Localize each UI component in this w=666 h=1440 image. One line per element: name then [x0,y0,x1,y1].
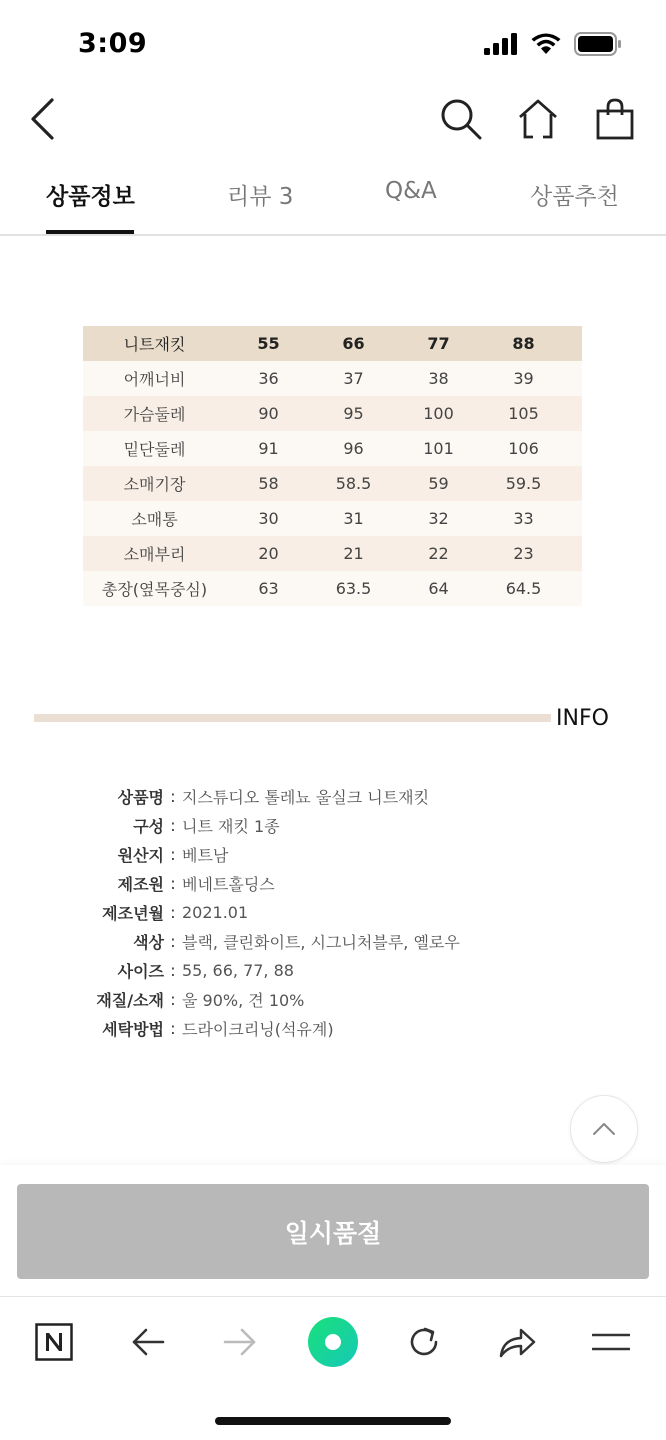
table-cell: 64.5 [505,579,542,598]
tab-product-info[interactable]: 상품정보 [46,184,135,210]
size-header-cell: 66 [342,334,365,353]
signal-icon [484,33,518,55]
back-icon [28,98,58,140]
table-cell: 21 [343,544,364,563]
browser-forward-button[interactable] [213,1315,267,1369]
table-cell: 30 [258,509,279,528]
info-colon: : [170,816,176,835]
table-cell: 31 [343,509,364,528]
info-row [40,840,460,869]
wifi-icon [530,33,562,55]
info-row [40,869,460,898]
refresh-icon [405,1323,443,1361]
info-value: 55, 66, 77, 88 [182,961,294,980]
info-row [40,985,460,1014]
table-cell: 20 [258,544,279,563]
size-header-cell: 77 [427,334,450,353]
table-row [83,571,582,606]
tab-reviews[interactable]: 리뷰 3 [227,184,294,210]
table-cell: 90 [258,404,279,423]
table-cell: 36 [258,369,279,388]
back-button[interactable] [20,96,66,142]
row-label: 소매부리 [123,545,186,564]
search-button[interactable] [438,96,484,142]
green-dot-button[interactable] [304,1313,362,1371]
info-value: 베트남 [182,846,229,865]
row-label: 어깨너비 [123,370,186,389]
info-colon: : [170,1019,176,1038]
status-icons [484,32,622,56]
table-cell: 96 [343,439,364,458]
home-icon [517,98,559,140]
info-colon: : [170,961,176,980]
status-time: 3:09 [78,28,148,59]
info-colon: : [170,845,176,864]
table-cell: 101 [423,439,454,458]
info-row [40,811,460,840]
home-button[interactable] [515,96,561,142]
table-row [83,466,582,501]
green-dot-icon [307,1316,359,1368]
info-colon: : [170,874,176,893]
row-label: 소매통 [131,510,178,529]
chevron-up-icon [592,1122,616,1136]
home-indicator [215,1417,451,1425]
menu-button[interactable] [584,1315,638,1369]
info-value: 지스튜디오 톨레뇨 울실크 니트재킷 [182,788,430,807]
table-cell: 32 [428,509,449,528]
info-value: 드라이크리닝(석유계) [182,1020,334,1039]
product-info-list [40,782,460,1043]
row-label: 밑단둘레 [123,440,186,459]
table-cell: 105 [508,404,539,423]
info-row [40,927,460,956]
row-label: 총장(옆목중심) [101,580,208,599]
info-label: 세탁방법 [102,1020,164,1039]
table-cell: 63 [258,579,279,598]
info-label: 제조년월 [102,904,164,923]
table-cell: 38 [428,369,449,388]
tab-qna[interactable]: Q&A [385,178,437,204]
table-cell: 58 [258,474,279,493]
info-label: 원산지 [117,846,164,865]
row-label: 가슴둘레 [123,405,186,424]
table-row [83,431,582,466]
tab-recommend[interactable]: 상품추천 [530,184,619,210]
size-header-cell: 88 [512,334,535,353]
naver-n-icon [35,1323,73,1361]
info-value: 블랙, 클린화이트, 시그니처블루, 옐로우 [182,933,460,952]
soldout-button[interactable]: 일시품절 [17,1184,649,1279]
info-label: 사이즈 [117,962,164,981]
info-label: 재질/소재 [96,991,164,1010]
info-colon: : [170,990,176,1009]
size-header-label: 니트재킷 [123,335,186,354]
row-label: 소매기장 [123,475,186,494]
search-icon [439,97,483,141]
info-value: 니트 재킷 1종 [182,817,280,836]
info-row [40,782,460,811]
info-label: 구성 [133,817,164,836]
table-cell: 64 [428,579,449,598]
table-cell: 63.5 [335,579,372,598]
table-cell: 95 [343,404,364,423]
cart-button[interactable] [592,96,638,142]
info-value: 베네트홀딩스 [182,875,275,894]
back-arrow-icon [131,1328,165,1356]
product-tabs [0,170,666,236]
share-button[interactable] [490,1315,544,1369]
table-row [83,501,582,536]
info-title: INFO [556,706,609,731]
table-cell: 39 [513,369,534,388]
forward-arrow-icon [223,1328,257,1356]
table-cell: 59.5 [505,474,542,493]
info-value: 2021.01 [182,903,249,922]
battery-icon [574,32,622,56]
info-row [40,956,460,985]
table-row [83,396,582,431]
table-cell: 59 [428,474,449,493]
info-divider [34,714,551,722]
shopping-bag-icon [595,98,635,140]
size-table-header [83,326,582,361]
table-cell: 22 [428,544,449,563]
info-row [40,1014,460,1043]
menu-icon [592,1331,630,1353]
table-cell: 33 [513,509,534,528]
scroll-top-button[interactable] [570,1095,638,1163]
info-row [40,898,460,927]
naver-home-button[interactable] [27,1315,81,1369]
info-label: 제조원 [117,875,164,894]
size-table [83,326,582,606]
table-cell: 106 [508,439,539,458]
info-label: 상품명 [117,788,164,807]
info-value: 울 90%, 견 10% [182,991,305,1010]
table-cell: 100 [423,404,454,423]
browser-back-button[interactable] [121,1315,175,1369]
size-header-cell: 55 [257,334,280,353]
info-colon: : [170,787,176,806]
table-cell: 23 [513,544,534,563]
info-label: 색상 [133,933,164,952]
info-colon: : [170,903,176,922]
table-cell: 91 [258,439,279,458]
table-row [83,361,582,396]
table-cell: 58.5 [335,474,372,493]
share-icon [497,1325,537,1359]
refresh-button[interactable] [397,1315,451,1369]
active-tab-indicator [46,230,134,234]
info-colon: : [170,932,176,951]
table-cell: 37 [343,369,364,388]
table-row [83,536,582,571]
